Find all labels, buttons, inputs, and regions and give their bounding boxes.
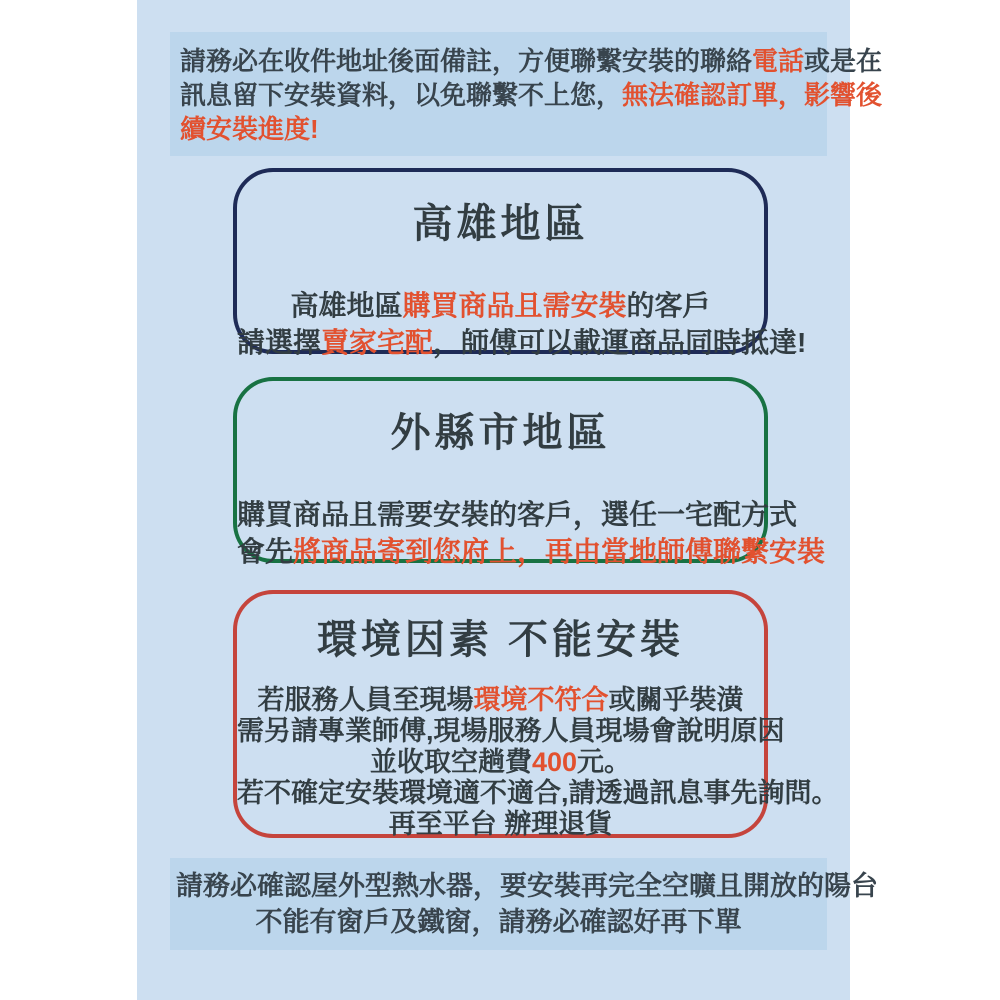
page-background (137, 0, 883, 1000)
text-line: 請選擇賣家宅配，師傅可以載運商品同時抵達! (237, 327, 807, 358)
text-line: 購買商品且需要安裝的客戶，選任一宅配方式 (237, 499, 798, 530)
box-kaohsiung-body (237, 287, 807, 361)
text-line: 會先將商品寄到您府上，再由當地師傅聯繫安裝 (237, 536, 826, 567)
text-line: 若不確定安裝環境適不適合,請透過訊息事先詢問。 (237, 778, 839, 808)
text-line: 請務必在收件地址後面備註，方便聯繫安裝的聯絡電話或是在 (180, 46, 883, 76)
text-line: 續安裝進度! (180, 114, 319, 144)
box-environment-body (237, 685, 839, 840)
top-notice (170, 32, 883, 156)
text-line: 需另請專業師傅,現場服務人員現場會說明原因 (237, 716, 785, 746)
bottom-notice (170, 858, 878, 950)
text-line: 高雄地區購買商品且需安裝的客戶 (290, 290, 711, 321)
text-line: 訊息留下安裝資料，以免聯繫不上您，無法確認訂單，影響後 (180, 80, 883, 110)
text-line: 不能有窗戶及鐵窗，請務必確認好再下單 (255, 907, 742, 937)
text-line: 若服務人員至現場環境不符合或關乎裝潢 (257, 685, 744, 715)
box-other-counties-title: 外縣市地區 (390, 411, 611, 455)
box-kaohsiung-title: 高雄地區 (412, 202, 589, 246)
text-line: 請務必確認屋外型熱水器，要安裝再完全空曠且開放的陽台 (176, 871, 878, 901)
box-other-counties (233, 377, 826, 567)
box-other-counties-body (237, 496, 826, 570)
box-environment-title: 環境因素 不能安裝 (316, 618, 685, 662)
text-line: 並收取空趟費400元。 (369, 747, 632, 777)
text-line: 再至平台 辦理退貨 (388, 809, 613, 839)
box-kaohsiung-area (233, 168, 807, 358)
box-environment-no-install (233, 590, 839, 839)
